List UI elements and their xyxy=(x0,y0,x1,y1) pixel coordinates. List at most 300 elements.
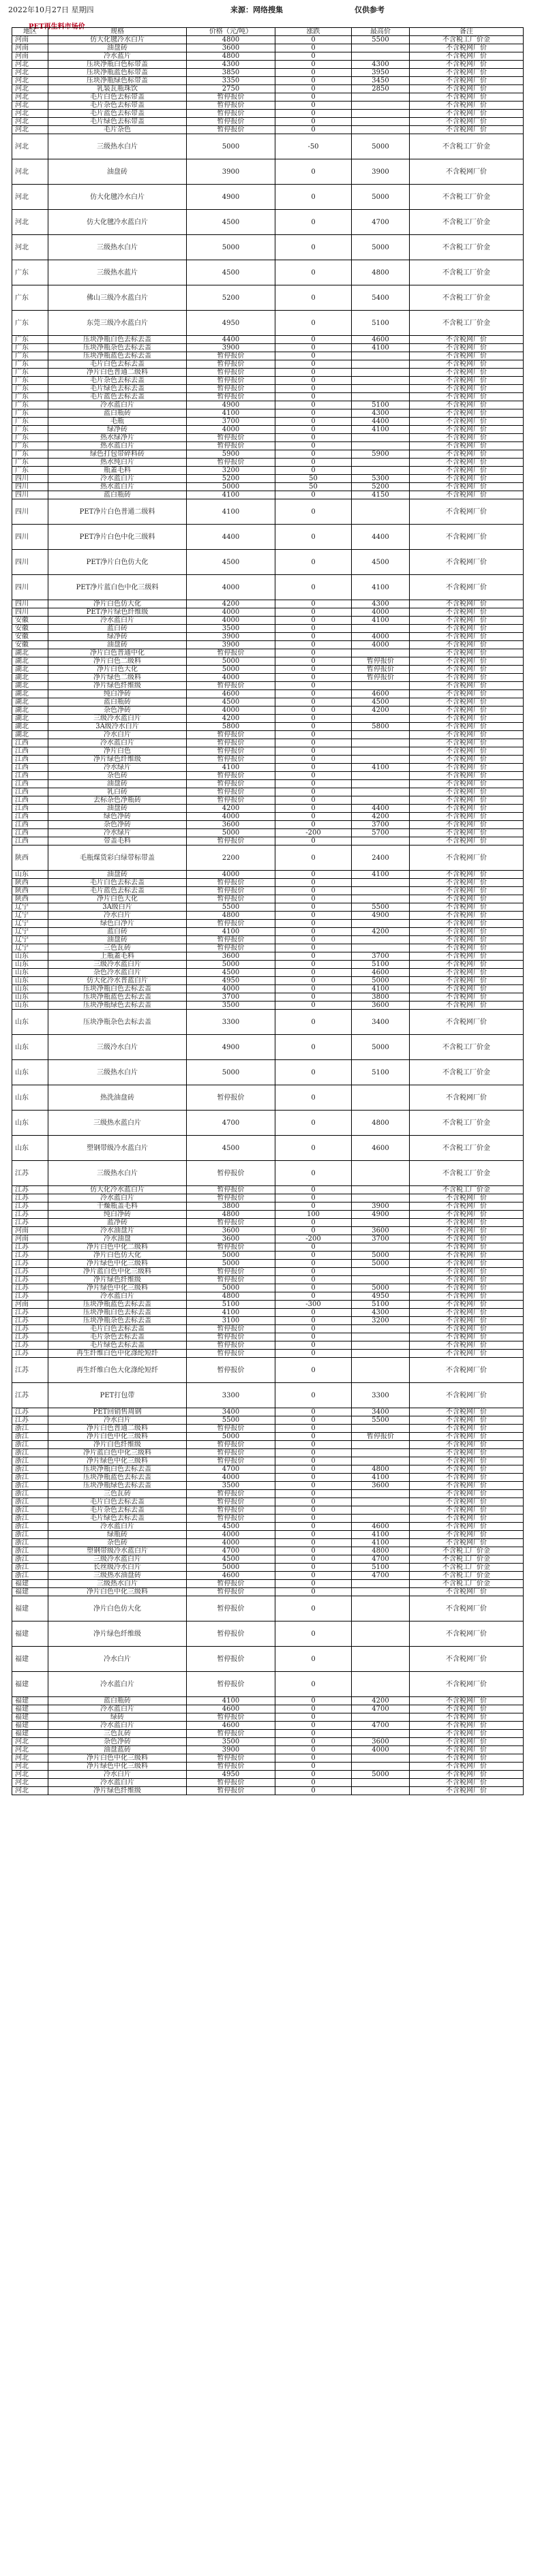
cell-region: 广东 xyxy=(12,369,48,377)
cell-change: 0 xyxy=(275,903,352,912)
cell-price: 4500 xyxy=(187,969,275,977)
cell-change: 0 xyxy=(275,731,352,739)
table-row xyxy=(12,756,524,764)
cell-price: 3900 xyxy=(187,633,275,641)
table-row xyxy=(12,61,524,69)
cell-high: 3600 xyxy=(352,1227,410,1235)
cell-high xyxy=(352,682,410,690)
cell-change: 0 xyxy=(275,499,352,525)
table-row xyxy=(12,459,524,467)
cell-high: 4600 xyxy=(352,969,410,977)
cell-price: 暂停报价 xyxy=(187,385,275,393)
cell-spec: 冷水蓝白片 xyxy=(48,1194,187,1202)
table-row xyxy=(12,1441,524,1449)
cell-spec: 油盘蓝砖 xyxy=(48,1746,187,1754)
cell-region: 辽宁 xyxy=(12,912,48,920)
cell-region: 浙江 xyxy=(12,1433,48,1441)
cell-high: 3950 xyxy=(352,69,410,77)
cell-price: 暂停报价 xyxy=(187,377,275,385)
cell-spec: 压块净瓶白色去标去盖 xyxy=(48,336,187,344)
cell-price: 4950 xyxy=(187,977,275,985)
cell-region: 陕西 xyxy=(12,879,48,887)
cell-region: 广东 xyxy=(12,336,48,344)
cell-note: 不含税网厂价 xyxy=(410,600,524,608)
cell-change: 0 xyxy=(275,1539,352,1547)
cell-high xyxy=(352,625,410,633)
cell-change: 0 xyxy=(275,426,352,434)
table-row xyxy=(12,1383,524,1408)
cell-region: 安徽 xyxy=(12,617,48,625)
cell-high: 5000 xyxy=(352,1260,410,1268)
column-header-note: 备注 xyxy=(410,28,524,36)
cell-spec: 上瓶蓋毛料 xyxy=(48,952,187,961)
cell-high: 4100 xyxy=(352,1474,410,1482)
table-row xyxy=(12,1227,524,1235)
cell-spec: 乳装瓦瓶珠饮 xyxy=(48,85,187,93)
cell-price: 4000 xyxy=(187,674,275,682)
cell-price: 3500 xyxy=(187,1482,275,1490)
cell-high: 4700 xyxy=(352,1705,410,1713)
table-row xyxy=(12,1465,524,1474)
cell-spec: 油盘砖 xyxy=(48,159,187,185)
cell-note: 不含税网厂价 xyxy=(410,1425,524,1433)
cell-change: 0 xyxy=(275,666,352,674)
cell-high: 4500 xyxy=(352,550,410,575)
table-row xyxy=(12,352,524,360)
cell-note: 不含税网厂价 xyxy=(410,110,524,118)
cell-high: 4300 xyxy=(352,61,410,69)
cell-price: 5900 xyxy=(187,450,275,459)
cell-region: 广东 xyxy=(12,352,48,360)
cell-change: 0 xyxy=(275,772,352,780)
cell-note: 不含税网厂价 xyxy=(410,1441,524,1449)
cell-region: 山东 xyxy=(12,985,48,993)
cell-price: 暂停报价 xyxy=(187,442,275,450)
cell-region: 浙江 xyxy=(12,1523,48,1531)
cell-high: 4800 xyxy=(352,1547,410,1555)
cell-note: 不含税网厂价 xyxy=(410,1713,524,1722)
report-header xyxy=(0,0,542,20)
cell-high xyxy=(352,1506,410,1515)
cell-spec: 三级冷水蓝白片 xyxy=(48,715,187,723)
cell-price: 4100 xyxy=(187,1309,275,1317)
cell-change: 0 xyxy=(275,1506,352,1515)
table-row xyxy=(12,821,524,829)
cell-high: 3200 xyxy=(352,1317,410,1325)
cell-region: 湖北 xyxy=(12,657,48,666)
cell-region: 江苏 xyxy=(12,1268,48,1276)
cell-spec: 蓝白砖 xyxy=(48,625,187,633)
cell-region: 广东 xyxy=(12,311,48,336)
cell-high: 5100 xyxy=(352,401,410,409)
cell-note: 不含税网厂价 xyxy=(410,360,524,369)
table-row xyxy=(12,1722,524,1730)
cell-spec: 压块净瓶绿色标带盖 xyxy=(48,77,187,85)
cell-change: 0 xyxy=(275,311,352,336)
cell-high xyxy=(352,747,410,756)
cell-high xyxy=(352,1186,410,1194)
cell-price: 暂停报价 xyxy=(187,837,275,845)
cell-note: 不含税工厂价金 xyxy=(410,1564,524,1572)
cell-spec: 冷水蓝白片 xyxy=(48,1672,187,1697)
cell-spec: PET净片白色仿大化 xyxy=(48,550,187,575)
cell-spec: 净片绿色纤维级 xyxy=(48,1276,187,1284)
table-row xyxy=(12,118,524,126)
cell-spec: 杂色砖 xyxy=(48,772,187,780)
cell-high: 4200 xyxy=(352,813,410,821)
cell-price: 4500 xyxy=(187,1523,275,1531)
cell-change: 0 xyxy=(275,1325,352,1333)
cell-change: 0 xyxy=(275,409,352,418)
cell-high xyxy=(352,126,410,134)
cell-region: 浙江 xyxy=(12,1482,48,1490)
cell-price: 4100 xyxy=(187,764,275,772)
cell-region: 福建 xyxy=(12,1580,48,1588)
cell-spec: 绿净砖 xyxy=(48,633,187,641)
cell-note: 不含税网厂价 xyxy=(410,1317,524,1325)
cell-note: 不含税网厂价 xyxy=(410,1647,524,1672)
cell-price: 4000 xyxy=(187,1539,275,1547)
cell-price: 暂停报价 xyxy=(187,756,275,764)
cell-high xyxy=(352,1787,410,1795)
cell-price: 4500 xyxy=(187,698,275,707)
cell-price: 3700 xyxy=(187,993,275,1002)
cell-high xyxy=(352,1580,410,1588)
cell-high: 5000 xyxy=(352,1284,410,1292)
cell-change: 0 xyxy=(275,1416,352,1425)
cell-region: 广东 xyxy=(12,260,48,285)
cell-region: 河北 xyxy=(12,102,48,110)
cell-price: 5000 xyxy=(187,666,275,674)
cell-spec: 毛片杂色去标去盖 xyxy=(48,1506,187,1515)
cell-spec: 压块净瓶绿色去标去盖 xyxy=(48,1482,187,1490)
cell-spec: 绿瓶砖 xyxy=(48,1531,187,1539)
cell-price: 3500 xyxy=(187,1738,275,1746)
cell-high: 5100 xyxy=(352,311,410,336)
table-row xyxy=(12,1697,524,1705)
cell-region: 广东 xyxy=(12,360,48,369)
cell-price: 暂停报价 xyxy=(187,936,275,944)
cell-high: 4100 xyxy=(352,1531,410,1539)
cell-note: 不含税网厂价 xyxy=(410,344,524,352)
cell-price: 3600 xyxy=(187,1227,275,1235)
table-row xyxy=(12,1136,524,1161)
cell-spec: 纯白净砖 xyxy=(48,690,187,698)
cell-note: 不含税网厂价 xyxy=(410,1227,524,1235)
cell-note: 不含税网厂价 xyxy=(410,1787,524,1795)
cell-region: 河南 xyxy=(12,1235,48,1243)
cell-high xyxy=(352,1358,410,1383)
table-row xyxy=(12,1211,524,1219)
cell-spec: 油盘砖 xyxy=(48,936,187,944)
cell-change: 0 xyxy=(275,1060,352,1085)
cell-spec: 净片白色普通二级料 xyxy=(48,369,187,377)
cell-high: 4950 xyxy=(352,1292,410,1301)
cell-high: 4100 xyxy=(352,1539,410,1547)
cell-note: 不含税网厂价 xyxy=(410,608,524,617)
cell-spec: 三色瓦砖 xyxy=(48,1730,187,1738)
cell-high xyxy=(352,1194,410,1202)
cell-price: 暂停报价 xyxy=(187,1787,275,1795)
cell-price: 4400 xyxy=(187,336,275,344)
report-date: 2022年10月27日 星期四 xyxy=(8,5,94,14)
cell-spec: 净片绿色纤维级 xyxy=(48,1621,187,1647)
cell-change: 0 xyxy=(275,641,352,649)
cell-change: 0 xyxy=(275,369,352,377)
cell-spec: 仿大化冷水普蓝白片 xyxy=(48,977,187,985)
cell-change: 0 xyxy=(275,1572,352,1580)
cell-note: 不含税网厂价 xyxy=(410,69,524,77)
cell-high: 5100 xyxy=(352,1060,410,1085)
table-row xyxy=(12,126,524,134)
cell-price: 暂停报价 xyxy=(187,1268,275,1276)
cell-region: 湖北 xyxy=(12,707,48,715)
cell-price: 4950 xyxy=(187,1771,275,1779)
cell-high xyxy=(352,1243,410,1252)
cell-price: 3300 xyxy=(187,1010,275,1035)
cell-region: 山东 xyxy=(12,969,48,977)
cell-spec: 冷水白片 xyxy=(48,1771,187,1779)
cell-note: 不含税网厂价 xyxy=(410,739,524,747)
table-row xyxy=(12,928,524,936)
table-row xyxy=(12,1243,524,1252)
cell-high: 3900 xyxy=(352,1202,410,1211)
cell-note: 不含税网厂价 xyxy=(410,1771,524,1779)
cell-note: 不含税网厂价 xyxy=(410,895,524,903)
cell-spec: 压块净瓶白色去标去盖 xyxy=(48,1309,187,1317)
cell-high xyxy=(352,944,410,952)
cell-change: 0 xyxy=(275,491,352,499)
cell-region: 湖北 xyxy=(12,723,48,731)
cell-high xyxy=(352,739,410,747)
cell-region: 广东 xyxy=(12,393,48,401)
table-row xyxy=(12,1482,524,1490)
cell-spec: 冷水蓝白片 xyxy=(48,1292,187,1301)
cell-price: 4100 xyxy=(187,928,275,936)
cell-high xyxy=(352,756,410,764)
table-row xyxy=(12,44,524,52)
cell-region: 山东 xyxy=(12,1136,48,1161)
cell-note: 不含税工厂价金 xyxy=(410,285,524,311)
cell-spec: 压块净瓶蓝色标带盖 xyxy=(48,69,187,77)
table-row xyxy=(12,977,524,985)
cell-change: 0 xyxy=(275,1547,352,1555)
cell-spec: 热水纯白片 xyxy=(48,459,187,467)
table-row xyxy=(12,1498,524,1506)
cell-region: 浙江 xyxy=(12,1425,48,1433)
cell-region: 河北 xyxy=(12,93,48,102)
cell-high xyxy=(352,1161,410,1186)
cell-note: 不含税工厂价金 xyxy=(410,36,524,44)
cell-price: 4500 xyxy=(187,260,275,285)
cell-note: 不含税网厂价 xyxy=(410,731,524,739)
cell-spec: 压块净瓶杂色去标去盖 xyxy=(48,1010,187,1035)
cell-price: 4000 xyxy=(187,617,275,625)
table-row xyxy=(12,1035,524,1060)
table-row xyxy=(12,952,524,961)
cell-note: 不含税网厂价 xyxy=(410,52,524,61)
cell-spec: 净片蓝白色中化三级料 xyxy=(48,1449,187,1457)
cell-change: 0 xyxy=(275,1260,352,1268)
table-row xyxy=(12,285,524,311)
cell-high: 4300 xyxy=(352,600,410,608)
cell-note: 不含税网厂价 xyxy=(410,426,524,434)
cell-spec: 纯白净砖 xyxy=(48,1211,187,1219)
cell-price: 5000 xyxy=(187,235,275,260)
cell-change: 0 xyxy=(275,1219,352,1227)
cell-high: 5500 xyxy=(352,1416,410,1425)
table-row xyxy=(12,1416,524,1425)
cell-region: 浙江 xyxy=(12,1547,48,1555)
cell-high xyxy=(352,1325,410,1333)
cell-region: 广东 xyxy=(12,285,48,311)
cell-spec: 净片白色仿大化 xyxy=(48,1596,187,1621)
table-row xyxy=(12,666,524,674)
table-row xyxy=(12,920,524,928)
cell-spec: 净片白色 xyxy=(48,747,187,756)
table-row xyxy=(12,682,524,690)
table-row xyxy=(12,418,524,426)
cell-region: 广东 xyxy=(12,450,48,459)
cell-note: 不含税网厂价 xyxy=(410,1202,524,1211)
cell-region: 辽宁 xyxy=(12,928,48,936)
cell-note: 不含税网厂价 xyxy=(410,944,524,952)
cell-high: 4000 xyxy=(352,633,410,641)
cell-region: 江苏 xyxy=(12,1292,48,1301)
cell-change: 0 xyxy=(275,1490,352,1498)
cell-spec: 冷水油盘 xyxy=(48,1235,187,1243)
table-row xyxy=(12,52,524,61)
cell-region: 河南 xyxy=(12,36,48,44)
cell-spec: 热水蓝白片 xyxy=(48,483,187,491)
cell-change: 0 xyxy=(275,1672,352,1697)
cell-region: 福建 xyxy=(12,1621,48,1647)
table-row xyxy=(12,641,524,649)
cell-change: 0 xyxy=(275,879,352,887)
table-row xyxy=(12,1186,524,1194)
cell-spec: 三级冷水蓝白片 xyxy=(48,1555,187,1564)
cell-change: 0 xyxy=(275,118,352,126)
cell-note: 不含税网厂价 xyxy=(410,77,524,85)
cell-price: 暂停报价 xyxy=(187,434,275,442)
cell-high xyxy=(352,1457,410,1465)
cell-high xyxy=(352,788,410,796)
cell-note: 不含税网厂价 xyxy=(410,1010,524,1035)
cell-high: 3600 xyxy=(352,1002,410,1010)
cell-change: 0 xyxy=(275,459,352,467)
cell-high: 4500 xyxy=(352,698,410,707)
cell-region: 山东 xyxy=(12,871,48,879)
table-row xyxy=(12,871,524,879)
cell-note: 不含税网厂价 xyxy=(410,159,524,185)
table-row xyxy=(12,723,524,731)
cell-change: 0 xyxy=(275,52,352,61)
cell-price: 暂停报价 xyxy=(187,459,275,467)
cell-note: 不含税工厂价金 xyxy=(410,185,524,210)
cell-high: 暂停报价 xyxy=(352,674,410,682)
cell-note: 不含税网厂价 xyxy=(410,442,524,450)
cell-price: 4800 xyxy=(187,52,275,61)
cell-region: 四川 xyxy=(12,491,48,499)
table-row xyxy=(12,1787,524,1795)
cell-high: 4300 xyxy=(352,1309,410,1317)
table-row xyxy=(12,1474,524,1482)
cell-high xyxy=(352,1596,410,1621)
table-row xyxy=(12,550,524,575)
cell-note: 不含税网厂价 xyxy=(410,780,524,788)
cell-price: 5200 xyxy=(187,475,275,483)
cell-note: 不含税网厂价 xyxy=(410,1260,524,1268)
cell-price: 暂停报价 xyxy=(187,1350,275,1358)
cell-spec: 3A级冷水白片 xyxy=(48,723,187,731)
table-row xyxy=(12,134,524,159)
cell-change: 0 xyxy=(275,1425,352,1433)
cell-price: 暂停报价 xyxy=(187,1763,275,1771)
cell-note: 不含税网厂价 xyxy=(410,1722,524,1730)
cell-spec: 毛片绿色去标去盖 xyxy=(48,385,187,393)
cell-change: 0 xyxy=(275,344,352,352)
cell-region: 河南 xyxy=(12,52,48,61)
cell-price: 4000 xyxy=(187,1474,275,1482)
table-row xyxy=(12,633,524,641)
cell-region: 陕西 xyxy=(12,895,48,903)
cell-spec: 压块净瓶白色标带盖 xyxy=(48,61,187,69)
cell-price: 暂停报价 xyxy=(187,895,275,903)
cell-spec: 压块净瓶绿色去标去盖 xyxy=(48,1002,187,1010)
cell-note: 不含税网厂价 xyxy=(410,788,524,796)
cell-note: 不含税网厂价 xyxy=(410,1498,524,1506)
cell-note: 不含税网厂价 xyxy=(410,912,524,920)
cell-high xyxy=(352,52,410,61)
cell-region: 四川 xyxy=(12,608,48,617)
cell-price: 4000 xyxy=(187,575,275,600)
table-row xyxy=(12,690,524,698)
cell-note: 不含税网厂价 xyxy=(410,1194,524,1202)
table-row xyxy=(12,796,524,805)
cell-high xyxy=(352,1730,410,1738)
table-row xyxy=(12,887,524,895)
cell-high: 5500 xyxy=(352,903,410,912)
cell-high: 3700 xyxy=(352,952,410,961)
cell-price: 4900 xyxy=(187,185,275,210)
cell-price: 3600 xyxy=(187,1235,275,1243)
cell-spec: 油盘砖 xyxy=(48,805,187,813)
cell-region: 山东 xyxy=(12,993,48,1002)
cell-price: 暂停报价 xyxy=(187,1425,275,1433)
table-row xyxy=(12,837,524,845)
cell-note: 不含税网厂价 xyxy=(410,821,524,829)
cell-high: 4400 xyxy=(352,418,410,426)
cell-note: 不含税网厂价 xyxy=(410,352,524,360)
cell-price: 暂停报价 xyxy=(187,879,275,887)
cell-note: 不含税网厂价 xyxy=(410,1705,524,1713)
cell-region: 广东 xyxy=(12,385,48,393)
cell-note: 不含税网厂价 xyxy=(410,1539,524,1547)
cell-price: 暂停报价 xyxy=(187,1672,275,1697)
cell-note: 不含税网厂价 xyxy=(410,385,524,393)
cell-price: 3100 xyxy=(187,1317,275,1325)
table-row xyxy=(12,1523,524,1531)
cell-high xyxy=(352,442,410,450)
cell-high xyxy=(352,772,410,780)
table-row xyxy=(12,1284,524,1292)
table-row xyxy=(12,969,524,977)
cell-note: 不含税网厂价 xyxy=(410,1588,524,1596)
cell-region: 陕西 xyxy=(12,887,48,895)
table-row xyxy=(12,483,524,491)
cell-change: 0 xyxy=(275,1515,352,1523)
cell-high: 5100 xyxy=(352,1564,410,1572)
